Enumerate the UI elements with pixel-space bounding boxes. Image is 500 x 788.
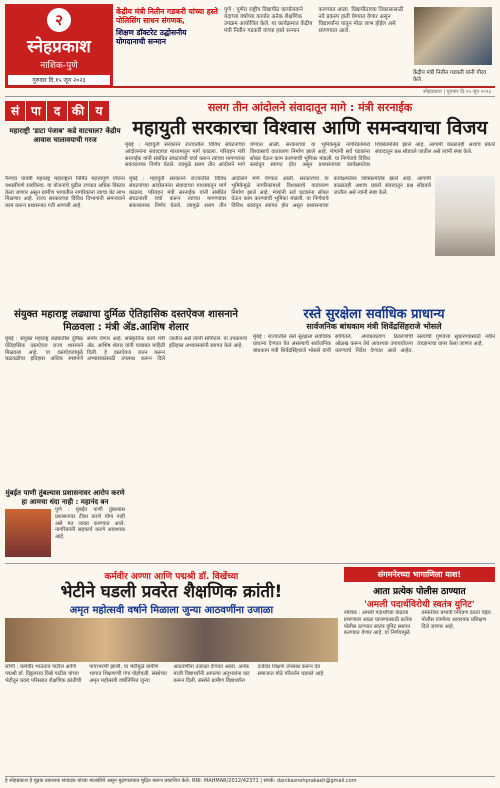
flood-heading: मुंबईत पाणी तुंबल्यास प्रशासनावर आरोप करणे हा आमचा धंदा नाही : महानंद बन — [5, 489, 125, 506]
minister-photo — [435, 176, 495, 256]
drugs-heading-1: आता प्रत्येक पोलीस ठाण्यात — [373, 587, 466, 597]
shelar-body: मुंबई : संयुक्त महाराष्ट्र लढ्यातील दुर्मिळ ऐतिहासिक दस्तऐवज राज्य शासनाने मिळवला आहे. या दस्तऐवजांमुळे चळवळीचा इतिहास अधिक स्पष्टपणे समोर येणार आहे. सांस्कृतिक कार्य मंत्री ॲड. आशिष शेलार यांनी याबाबत माहिती दिली. हे दस्तऐवज जतन करून अभ्यासकांसाठी उपलब्ध करून दिले जातील असे त्यांनी सांगितले. या उपक्रमाचे इतिहास अभ्यासकांनी स्वागत केले आहे. — [5, 336, 247, 363]
lead-body: मुंबई : महायुती सरकारने राज्यातील विविध संघटनांच्या आंदोलनांना संवादाच्या माध्यमातून मार्ग काढला. परिवहन मंत्री सरनाईक यांनी संबंधित संघटनांशी चर्चा करून त्यांच्या मागण्यांवर सकारात्मक निर्णय घेतले. त्यामुळे सलग तीन आंदोलने मागे घेण्यात आली. सरकारच्या या भूमिकेमुळे नागरिकांमध्ये विश्वासाचे वातावरण निर्माण झाले आहे. मंत्र्यांनी सर्व घटकांना सोबत घेऊन काम करण्याची भूमिका मांडली. या निर्णयाचे विविध स्तरांतून स्वागत होत असून प्रशासनाच्या कार्यक्षमतेवर शिक्कामोर्तब झाले आहे. आगामी काळातही अशाच प्रकारे संवादातून प्रश्न सोडवले जातील असे त्यांनी स्पष्ट केले. — [129, 176, 431, 210]
page-number: २ — [47, 8, 71, 32]
editorial-box: की — [68, 101, 88, 121]
top-story-text: पुणे : पुणेरा राष्ट्रीय विद्यापीठ कार्यालयाने यंदाच्या वर्षाच्या कार्यात अनेक शैक्षणिक उपक्रम आयोजित केले. या कार्यक्रमात केंद्रीय मंत्री नितीन गडकरी यांच्या हस्ते सन्मान करण्यात आला. विद्यापीठाच्या विकासासाठी नवे प्रकल्प हाती घेण्यात येणार असून विद्यार्थ्यांना यातून मोठा लाभ होईल असे सांगण्यात आले. — [224, 7, 404, 34]
imprint-footer: हे स्नेहप्रकाश हे मुद्रक प्रकाशक संपादक यांच्या मालकीचे असून मुद्रणालयात मुद्रित करून प्रकाशित केले. RNI: MAHMAR/2012/42371 | संपर्क: danikasnehprakash@gmail.com — [5, 776, 495, 784]
editorial-row — [5, 100, 495, 174]
drugs-body: नाशिक : अमली पदार्थांच्या वाढत्या प्रमाणाला आळा घालण्यासाठी प्रत्येक पोलीस ठाण्यात स्वतंत्र युनिट स्थापन करण्यात येणार आहे. या निर्णयामुळे तस्करीवर प्रभावी नियंत्रण ठेवता येईल. पोलीस यंत्रणेला आवश्यक प्रशिक्षण दिले जाणार आहे. — [343, 610, 493, 637]
ticker-red: केंद्रीय मंत्री नितीन गडकरी यांच्या हस्ते पोलिसिंग साधन संगणक, — [116, 7, 218, 25]
story-flood — [5, 486, 125, 559]
pravara-subheading: अमृत महोत्सवी वर्षाने मिळाला जुन्या आठवणींना उजाळा — [69, 605, 274, 616]
ticker-blue: शिक्षण डॉक्टरेट उद्घोसनीय योगदानाची सन्मान — [116, 28, 187, 46]
side-story-row — [5, 486, 495, 559]
editorial-heading: महाराष्ट्री 'डाटा पंजाब' कडे वाटचाल? केंद्रीय आवास चालावयाची गरज — [9, 127, 121, 144]
lead-story — [129, 176, 495, 304]
second-row — [5, 308, 495, 484]
editorial-box: पा — [26, 101, 46, 121]
story-drugs — [344, 567, 495, 736]
editorial-box: सं — [5, 101, 25, 121]
pravara-kicker: कर्मवीर अण्णा आणि पद्मश्री डॉ. विखेंच्या — [104, 572, 239, 582]
top-ticker — [113, 4, 221, 86]
lead-body-top: मुंबई : महायुती सरकारने राज्यातील विविध संघटनांच्या आंदोलनांना संवादाच्या माध्यमातून मार्ग काढला. परिवहन मंत्री सरनाईक यांनी संबंधित संघटनांशी चर्चा करून त्यांच्या मागण्यांवर सकारात्मक निर्णय घेतले. त्यामुळे सलग तीन आंदोलने मागे घेण्यात आली. सरकारच्या या भूमिकेमुळे नागरिकांमध्ये विश्वासाचे वातावरण निर्माण झाले आहे. मंत्र्यांनी सर्व घटकांना सोबत घेऊन काम करण्याची भूमिका मांडली. या निर्णयाचे विविध स्तरांतून स्वागत होत असून प्रशासनाच्या कार्यक्षमतेवर शिक्कामोर्तब झाले आहे. आगामी काळातही अशाच प्रकारे संवादातून प्रश्न सोडवले जातील असे त्यांनी स्पष्ट केले. — [125, 142, 495, 169]
roads-body: मुंबई : राज्यातील रस्ते सुरक्षेला सर्वाधिक प्राधान्य देण्यात येत असल्याचे सार्वजनिक बांधकाम मंत्री शिवेंद्रसिंहराजे भोसले यांनी सांगितले. अपघातप्रवण ठिकाणांची ओळख करून तेथे आवश्यक उपाययोजना करण्याचे निर्देश देण्यात आले आहेत. रस्त्यांची गुणवत्ता सुधारण्यासाठी नवीन तंत्रज्ञानाचा वापर केला जाणार आहे. — [253, 334, 495, 354]
lead-headline: महायुती सरकारचा विश्वास आणि समन्वयाचा विजय — [132, 117, 488, 139]
date-line: गुरुवार दि.१५ जून २०२३ — [8, 75, 110, 85]
lead-kicker: सलग तीन आंदोलने संवादातून मागे : मंत्री सरनाईक — [207, 101, 413, 114]
roads-heading: रस्ते सुरक्षेला सर्वाधिक प्राधान्य — [303, 307, 445, 322]
drugs-heading-2: 'अमली पदार्थविरोधी स्वतंत्र युनिट' — [364, 600, 475, 610]
top-photo — [414, 7, 492, 65]
edition-label: नाशिक-पुणे — [40, 61, 78, 71]
top-photo-caption: केंद्रीय मंत्री नितीन गडकरी यांनी गौरव केले. — [413, 70, 487, 83]
story-pravara — [5, 567, 338, 736]
shelar-heading: संयुक्त महाराष्ट्र लढ्याचा दुर्मिळ ऐतिहासिक दस्तऐवज शासनाने मिळवला : मंत्री ॲड.आशिष शेलार — [14, 309, 238, 333]
story-shelar — [5, 308, 247, 484]
editorial-body: नैनच्या यावर्षी महाराष्ट्र महाराष्ट्राने निर्मित महत्त्वपूर्ण योजना यशस्वीपणे राबविल्या. या योजनांचे पुढील टप्प्यात अधिक विस्तार केला जाणार असून ग्रामीण भागातील नागरिकांना त्याचा थेट लाभ मिळणार आहे. राज्य सरकारच्या विविध विभागांनी समन्वयाने काम करून प्रशासनात गती आणली आहे. — [5, 176, 125, 210]
flood-body: पुणे : मुंबईत पाणी तुंबल्यास प्रशासनावर टीका करणे योग्य नाही असे मत व्यक्त करण्यात आले. नागरिकांनी सहकार्य करणे आवश्यक आहे. — [55, 507, 125, 541]
roads-subheading: सार्वजनिक बांधकाम मंत्री शिवेंद्रसिंहराजे भोसले — [306, 322, 442, 331]
pravara-photo — [5, 618, 338, 662]
pravara-headline: भेटीने घडली प्रवरेत शैक्षणिक क्रांती! — [60, 582, 283, 602]
pravara-body: लोणी : कर्मवीर भाऊराव पाटील आणि पद्मश्री डॉ. विठ्ठलराव विखे पाटील यांच्या भेटीतून प्रवरा परिसरात शैक्षणिक क्रांतीची पायाभरणी झाली. या भेटीमुळे ग्रामीण भागात शिक्षणाची गंगा पोहोचली. संस्थेच्या अमृत महोत्सवी वर्षानिमित्त जुन्या आठवणींना उजाळा देण्यात आला. अनेक माजी विद्यार्थ्यांनी आपल्या अनुभवांना वाट करून दिली. संस्थेने ग्रामीण विद्यार्थ्यांना दर्जेदार शिक्षण उपलब्ध करून देत समाजात मोठे परिवर्तन घडवले आहे. — [5, 664, 325, 684]
brand-block — [5, 4, 113, 86]
drugs-pill: संगमनेरच्या भागाणिला याश! — [344, 567, 495, 582]
story-roads — [253, 308, 495, 484]
masthead — [5, 4, 495, 88]
editorial-label — [5, 100, 125, 174]
flood-photo — [5, 509, 51, 557]
editorial-box: य — [89, 101, 109, 121]
bottom-row — [5, 563, 495, 736]
lead-headline-area — [125, 100, 495, 174]
issue-strip: स्नेहप्रकाश | गुरुवार दि.१५ जून २०२३ — [5, 88, 495, 97]
main-columns — [5, 176, 495, 304]
paper-name: स्नेहप्रकाश — [27, 37, 91, 57]
editorial-box: द — [47, 101, 67, 121]
